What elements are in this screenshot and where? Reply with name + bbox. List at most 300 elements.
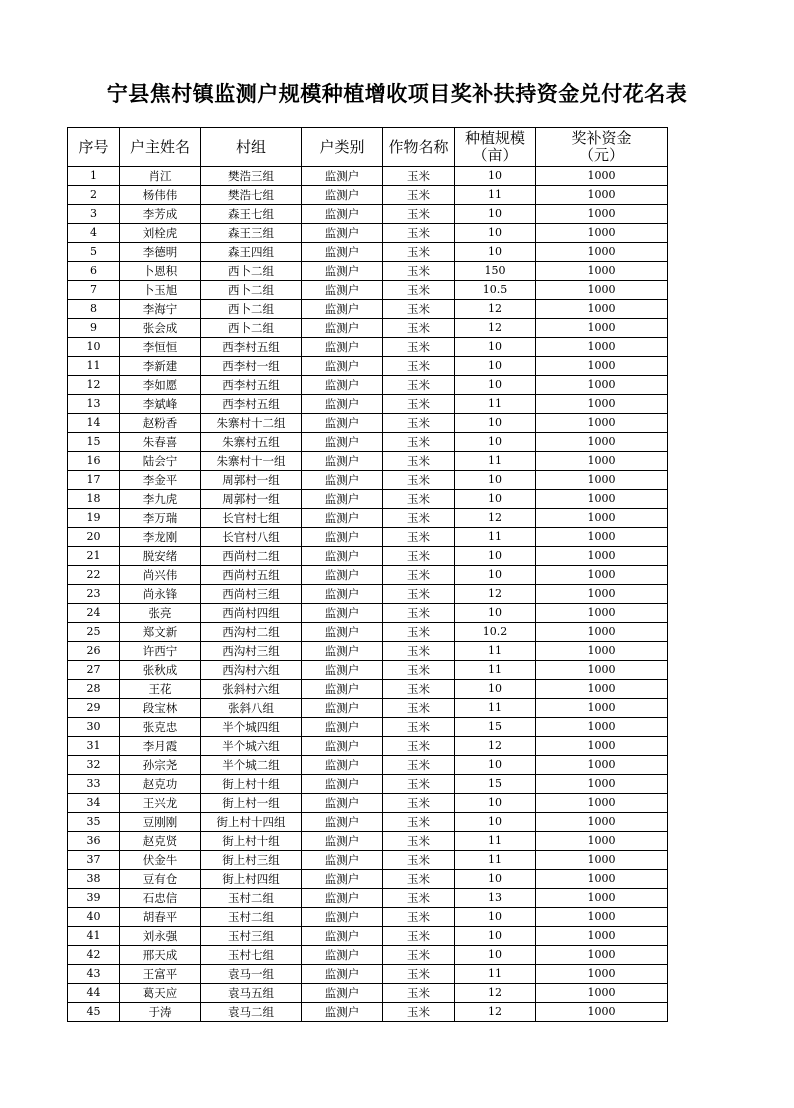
scale-cell: 10 <box>455 813 536 832</box>
table-row <box>68 927 668 946</box>
seq-cell: 45 <box>68 1003 120 1022</box>
village-cell: 街上村三组 <box>201 851 302 870</box>
col-header-village: 村组 <box>201 128 302 167</box>
table-row <box>68 547 668 566</box>
seq-cell: 28 <box>68 680 120 699</box>
table-row <box>68 262 668 281</box>
amount-cell: 1000 <box>536 737 668 756</box>
village-cell: 长官村八组 <box>201 528 302 547</box>
table-row <box>68 414 668 433</box>
table-row <box>68 737 668 756</box>
scale-cell: 11 <box>455 965 536 984</box>
amount-cell: 1000 <box>536 661 668 680</box>
seq-cell: 3 <box>68 205 120 224</box>
village-cell: 西沟村二组 <box>201 623 302 642</box>
name-cell: 张亮 <box>120 604 201 623</box>
name-cell: 胡春平 <box>120 908 201 927</box>
table-row <box>68 319 668 338</box>
crop-cell: 玉米 <box>383 1003 455 1022</box>
seq-cell: 20 <box>68 528 120 547</box>
table-row <box>68 395 668 414</box>
table-row <box>68 300 668 319</box>
crop-cell: 玉米 <box>383 680 455 699</box>
scale-cell: 11 <box>455 528 536 547</box>
crop-cell: 玉米 <box>383 604 455 623</box>
type-cell: 监测户 <box>302 395 383 414</box>
type-cell: 监测户 <box>302 870 383 889</box>
amount-cell: 1000 <box>536 718 668 737</box>
amount-cell: 1000 <box>536 338 668 357</box>
seq-cell: 12 <box>68 376 120 395</box>
type-cell: 监测户 <box>302 927 383 946</box>
table-row <box>68 661 668 680</box>
amount-cell: 1000 <box>536 984 668 1003</box>
village-cell: 森王三组 <box>201 224 302 243</box>
type-cell: 监测户 <box>302 167 383 186</box>
scale-cell: 10 <box>455 604 536 623</box>
seq-cell: 33 <box>68 775 120 794</box>
village-cell: 西卜二组 <box>201 300 302 319</box>
name-cell: 脱安绪 <box>120 547 201 566</box>
crop-cell: 玉米 <box>383 414 455 433</box>
village-cell: 街上村十组 <box>201 775 302 794</box>
scale-cell: 10 <box>455 338 536 357</box>
seq-cell: 35 <box>68 813 120 832</box>
scale-cell: 10 <box>455 908 536 927</box>
type-cell: 监测户 <box>302 471 383 490</box>
seq-cell: 10 <box>68 338 120 357</box>
name-cell: 邢天成 <box>120 946 201 965</box>
table-row <box>68 604 668 623</box>
name-cell: 尚兴伟 <box>120 566 201 585</box>
amount-cell: 1000 <box>536 1003 668 1022</box>
seq-cell: 37 <box>68 851 120 870</box>
name-cell: 赵粉香 <box>120 414 201 433</box>
crop-cell: 玉米 <box>383 243 455 262</box>
seq-cell: 7 <box>68 281 120 300</box>
type-cell: 监测户 <box>302 262 383 281</box>
amount-cell: 1000 <box>536 585 668 604</box>
village-cell: 西尚村二组 <box>201 547 302 566</box>
scale-cell: 11 <box>455 186 536 205</box>
name-cell: 石忠信 <box>120 889 201 908</box>
table-row <box>68 908 668 927</box>
name-cell: 李万瑞 <box>120 509 201 528</box>
crop-cell: 玉米 <box>383 813 455 832</box>
crop-cell: 玉米 <box>383 756 455 775</box>
village-cell: 袁马五组 <box>201 984 302 1003</box>
crop-cell: 玉米 <box>383 547 455 566</box>
crop-cell: 玉米 <box>383 338 455 357</box>
crop-cell: 玉米 <box>383 642 455 661</box>
table-row <box>68 699 668 718</box>
seq-cell: 18 <box>68 490 120 509</box>
col-header-amount <box>536 128 668 167</box>
village-cell: 朱寨村十一组 <box>201 452 302 471</box>
col-header-type: 户类别 <box>302 128 383 167</box>
table-row <box>68 186 668 205</box>
seq-cell: 13 <box>68 395 120 414</box>
seq-cell: 44 <box>68 984 120 1003</box>
name-cell: 豆有仓 <box>120 870 201 889</box>
amount-cell: 1000 <box>536 908 668 927</box>
name-cell: 卜玉旭 <box>120 281 201 300</box>
table-row <box>68 965 668 984</box>
amount-cell: 1000 <box>536 357 668 376</box>
amount-cell: 1000 <box>536 775 668 794</box>
type-cell: 监测户 <box>302 585 383 604</box>
crop-cell: 玉米 <box>383 566 455 585</box>
table-row <box>68 718 668 737</box>
col-header-scale-line1: 种植规模 <box>464 129 525 147</box>
crop-cell: 玉米 <box>383 737 455 756</box>
crop-cell: 玉米 <box>383 167 455 186</box>
seq-cell: 15 <box>68 433 120 452</box>
village-cell: 街上村四组 <box>201 870 302 889</box>
type-cell: 监测户 <box>302 490 383 509</box>
crop-cell: 玉米 <box>383 395 455 414</box>
type-cell: 监测户 <box>302 528 383 547</box>
crop-cell: 玉米 <box>383 357 455 376</box>
name-cell: 王花 <box>120 680 201 699</box>
table-row <box>68 509 668 528</box>
scale-cell: 10 <box>455 680 536 699</box>
name-cell: 杨伟伟 <box>120 186 201 205</box>
name-cell: 李芳成 <box>120 205 201 224</box>
village-cell: 西卜二组 <box>201 319 302 338</box>
amount-cell: 1000 <box>536 433 668 452</box>
seq-cell: 14 <box>68 414 120 433</box>
village-cell: 半个城四组 <box>201 718 302 737</box>
village-cell: 西沟村六组 <box>201 661 302 680</box>
type-cell: 监测户 <box>302 433 383 452</box>
village-cell: 朱寨村五组 <box>201 433 302 452</box>
type-cell: 监测户 <box>302 946 383 965</box>
name-cell: 卜恩积 <box>120 262 201 281</box>
crop-cell: 玉米 <box>383 965 455 984</box>
amount-cell: 1000 <box>536 927 668 946</box>
seq-cell: 25 <box>68 623 120 642</box>
scale-cell: 10.5 <box>455 281 536 300</box>
scale-cell: 10 <box>455 870 536 889</box>
table-row <box>68 585 668 604</box>
amount-cell: 1000 <box>536 452 668 471</box>
seq-cell: 2 <box>68 186 120 205</box>
table-row <box>68 357 668 376</box>
scale-cell: 10 <box>455 224 536 243</box>
table-row <box>68 167 668 186</box>
village-cell: 西尚村三组 <box>201 585 302 604</box>
crop-cell: 玉米 <box>383 832 455 851</box>
name-cell: 王兴龙 <box>120 794 201 813</box>
amount-cell: 1000 <box>536 490 668 509</box>
crop-cell: 玉米 <box>383 452 455 471</box>
name-cell: 李斌峰 <box>120 395 201 414</box>
amount-cell: 1000 <box>536 870 668 889</box>
table-row <box>68 946 668 965</box>
type-cell: 监测户 <box>302 186 383 205</box>
scale-cell: 10 <box>455 927 536 946</box>
crop-cell: 玉米 <box>383 927 455 946</box>
crop-cell: 玉米 <box>383 908 455 927</box>
crop-cell: 玉米 <box>383 946 455 965</box>
village-cell: 森王四组 <box>201 243 302 262</box>
table-row <box>68 471 668 490</box>
amount-cell: 1000 <box>536 756 668 775</box>
village-cell: 西尚村四组 <box>201 604 302 623</box>
seq-cell: 24 <box>68 604 120 623</box>
seq-cell: 11 <box>68 357 120 376</box>
type-cell: 监测户 <box>302 889 383 908</box>
seq-cell: 22 <box>68 566 120 585</box>
table-row <box>68 775 668 794</box>
scale-cell: 11 <box>455 395 536 414</box>
name-cell: 葛天应 <box>120 984 201 1003</box>
scale-cell: 12 <box>455 1003 536 1022</box>
table-row <box>68 870 668 889</box>
seq-cell: 6 <box>68 262 120 281</box>
village-cell: 长官村七组 <box>201 509 302 528</box>
page-title: 宁县焦村镇监测户规模种植增收项目奖补扶持资金兑付花名表 <box>106 81 688 106</box>
scale-cell: 11 <box>455 699 536 718</box>
scale-cell: 10 <box>455 167 536 186</box>
type-cell: 监测户 <box>302 414 383 433</box>
type-cell: 监测户 <box>302 224 383 243</box>
scale-cell: 12 <box>455 737 536 756</box>
scale-cell: 10 <box>455 794 536 813</box>
amount-cell: 1000 <box>536 414 668 433</box>
seq-cell: 34 <box>68 794 120 813</box>
table-row <box>68 566 668 585</box>
scale-cell: 11 <box>455 452 536 471</box>
table-row <box>68 376 668 395</box>
name-cell: 段宝林 <box>120 699 201 718</box>
type-cell: 监测户 <box>302 566 383 585</box>
scale-cell: 12 <box>455 585 536 604</box>
type-cell: 监测户 <box>302 718 383 737</box>
type-cell: 监测户 <box>302 509 383 528</box>
name-cell: 于涛 <box>120 1003 201 1022</box>
type-cell: 监测户 <box>302 756 383 775</box>
amount-cell: 1000 <box>536 243 668 262</box>
village-cell: 森王七组 <box>201 205 302 224</box>
type-cell: 监测户 <box>302 737 383 756</box>
village-cell: 西李村五组 <box>201 395 302 414</box>
amount-cell: 1000 <box>536 889 668 908</box>
scale-cell: 12 <box>455 509 536 528</box>
amount-cell: 1000 <box>536 604 668 623</box>
seq-cell: 40 <box>68 908 120 927</box>
seq-cell: 38 <box>68 870 120 889</box>
seq-cell: 9 <box>68 319 120 338</box>
type-cell: 监测户 <box>302 547 383 566</box>
scale-cell: 150 <box>455 262 536 281</box>
village-cell: 玉村二组 <box>201 908 302 927</box>
scale-cell: 10 <box>455 414 536 433</box>
seq-cell: 29 <box>68 699 120 718</box>
type-cell: 监测户 <box>302 623 383 642</box>
name-cell: 陆会宁 <box>120 452 201 471</box>
seq-cell: 27 <box>68 661 120 680</box>
table-row <box>68 528 668 547</box>
name-cell: 李龙刚 <box>120 528 201 547</box>
type-cell: 监测户 <box>302 794 383 813</box>
seq-cell: 43 <box>68 965 120 984</box>
table-row <box>68 756 668 775</box>
amount-cell: 1000 <box>536 642 668 661</box>
table-row <box>68 433 668 452</box>
table-row <box>68 281 668 300</box>
name-cell: 李如愿 <box>120 376 201 395</box>
seq-cell: 39 <box>68 889 120 908</box>
name-cell: 张克忠 <box>120 718 201 737</box>
village-cell: 周郭村一组 <box>201 490 302 509</box>
amount-cell: 1000 <box>536 946 668 965</box>
type-cell: 监测户 <box>302 984 383 1003</box>
crop-cell: 玉米 <box>383 186 455 205</box>
name-cell: 李金平 <box>120 471 201 490</box>
seq-cell: 26 <box>68 642 120 661</box>
name-cell: 刘栓虎 <box>120 224 201 243</box>
scale-cell: 10 <box>455 357 536 376</box>
village-cell: 街上村十四组 <box>201 813 302 832</box>
seq-cell: 8 <box>68 300 120 319</box>
amount-cell: 1000 <box>536 224 668 243</box>
village-cell: 周郭村一组 <box>201 471 302 490</box>
table-row <box>68 623 668 642</box>
seq-cell: 36 <box>68 832 120 851</box>
type-cell: 监测户 <box>302 775 383 794</box>
scale-cell: 12 <box>455 984 536 1003</box>
village-cell: 街上村十组 <box>201 832 302 851</box>
amount-cell: 1000 <box>536 281 668 300</box>
amount-cell: 1000 <box>536 262 668 281</box>
crop-cell: 玉米 <box>383 775 455 794</box>
amount-cell: 1000 <box>536 851 668 870</box>
amount-cell: 1000 <box>536 186 668 205</box>
type-cell: 监测户 <box>302 376 383 395</box>
table-row <box>68 984 668 1003</box>
name-cell: 孙宗尧 <box>120 756 201 775</box>
scale-cell: 10 <box>455 566 536 585</box>
type-cell: 监测户 <box>302 300 383 319</box>
amount-cell: 1000 <box>536 509 668 528</box>
seq-cell: 5 <box>68 243 120 262</box>
col-header-seq: 序号 <box>68 128 120 167</box>
type-cell: 监测户 <box>302 452 383 471</box>
seq-cell: 4 <box>68 224 120 243</box>
scale-cell: 15 <box>455 718 536 737</box>
scale-cell: 12 <box>455 319 536 338</box>
seq-cell: 21 <box>68 547 120 566</box>
table-row <box>68 1003 668 1022</box>
crop-cell: 玉米 <box>383 699 455 718</box>
scale-cell: 10 <box>455 471 536 490</box>
name-cell: 许西宁 <box>120 642 201 661</box>
type-cell: 监测户 <box>302 851 383 870</box>
crop-cell: 玉米 <box>383 262 455 281</box>
seq-cell: 19 <box>68 509 120 528</box>
crop-cell: 玉米 <box>383 528 455 547</box>
name-cell: 李九虎 <box>120 490 201 509</box>
table-row <box>68 851 668 870</box>
amount-cell: 1000 <box>536 680 668 699</box>
crop-cell: 玉米 <box>383 984 455 1003</box>
amount-cell: 1000 <box>536 167 668 186</box>
type-cell: 监测户 <box>302 642 383 661</box>
amount-cell: 1000 <box>536 395 668 414</box>
scale-cell: 15 <box>455 775 536 794</box>
name-cell: 王富平 <box>120 965 201 984</box>
crop-cell: 玉米 <box>383 376 455 395</box>
scale-cell: 11 <box>455 832 536 851</box>
name-cell: 伏金牛 <box>120 851 201 870</box>
crop-cell: 玉米 <box>383 623 455 642</box>
table-body <box>68 167 668 1022</box>
seq-cell: 30 <box>68 718 120 737</box>
type-cell: 监测户 <box>302 680 383 699</box>
amount-cell: 1000 <box>536 547 668 566</box>
scale-cell: 12 <box>455 300 536 319</box>
col-header-amount-line1: 奖补资金 <box>571 129 632 147</box>
name-cell: 肖江 <box>120 167 201 186</box>
amount-cell: 1000 <box>536 471 668 490</box>
scale-cell: 10 <box>455 946 536 965</box>
crop-cell: 玉米 <box>383 870 455 889</box>
name-cell: 张秋成 <box>120 661 201 680</box>
type-cell: 监测户 <box>302 908 383 927</box>
amount-cell: 1000 <box>536 376 668 395</box>
amount-cell: 1000 <box>536 319 668 338</box>
crop-cell: 玉米 <box>383 224 455 243</box>
scale-cell: 10 <box>455 433 536 452</box>
crop-cell: 玉米 <box>383 300 455 319</box>
village-cell: 袁马一组 <box>201 965 302 984</box>
crop-cell: 玉米 <box>383 205 455 224</box>
scale-cell: 10 <box>455 547 536 566</box>
village-cell: 西李村五组 <box>201 338 302 357</box>
col-header-crop: 作物名称 <box>383 128 455 167</box>
crop-cell: 玉米 <box>383 661 455 680</box>
name-cell: 李海宁 <box>120 300 201 319</box>
table-row <box>68 794 668 813</box>
amount-cell: 1000 <box>536 965 668 984</box>
amount-cell: 1000 <box>536 300 668 319</box>
seq-cell: 16 <box>68 452 120 471</box>
table-row <box>68 243 668 262</box>
beneficiary-table <box>67 127 668 1022</box>
scale-cell: 11 <box>455 661 536 680</box>
seq-cell: 23 <box>68 585 120 604</box>
village-cell: 玉村二组 <box>201 889 302 908</box>
scale-cell: 11 <box>455 851 536 870</box>
name-cell: 赵克贤 <box>120 832 201 851</box>
amount-cell: 1000 <box>536 623 668 642</box>
seq-cell: 41 <box>68 927 120 946</box>
name-cell: 张会成 <box>120 319 201 338</box>
scale-cell: 10 <box>455 205 536 224</box>
crop-cell: 玉米 <box>383 509 455 528</box>
type-cell: 监测户 <box>302 357 383 376</box>
seq-cell: 1 <box>68 167 120 186</box>
scale-cell: 10.2 <box>455 623 536 642</box>
name-cell: 李新建 <box>120 357 201 376</box>
seq-cell: 31 <box>68 737 120 756</box>
scale-cell: 10 <box>455 243 536 262</box>
table-row <box>68 889 668 908</box>
type-cell: 监测户 <box>302 243 383 262</box>
type-cell: 监测户 <box>302 661 383 680</box>
